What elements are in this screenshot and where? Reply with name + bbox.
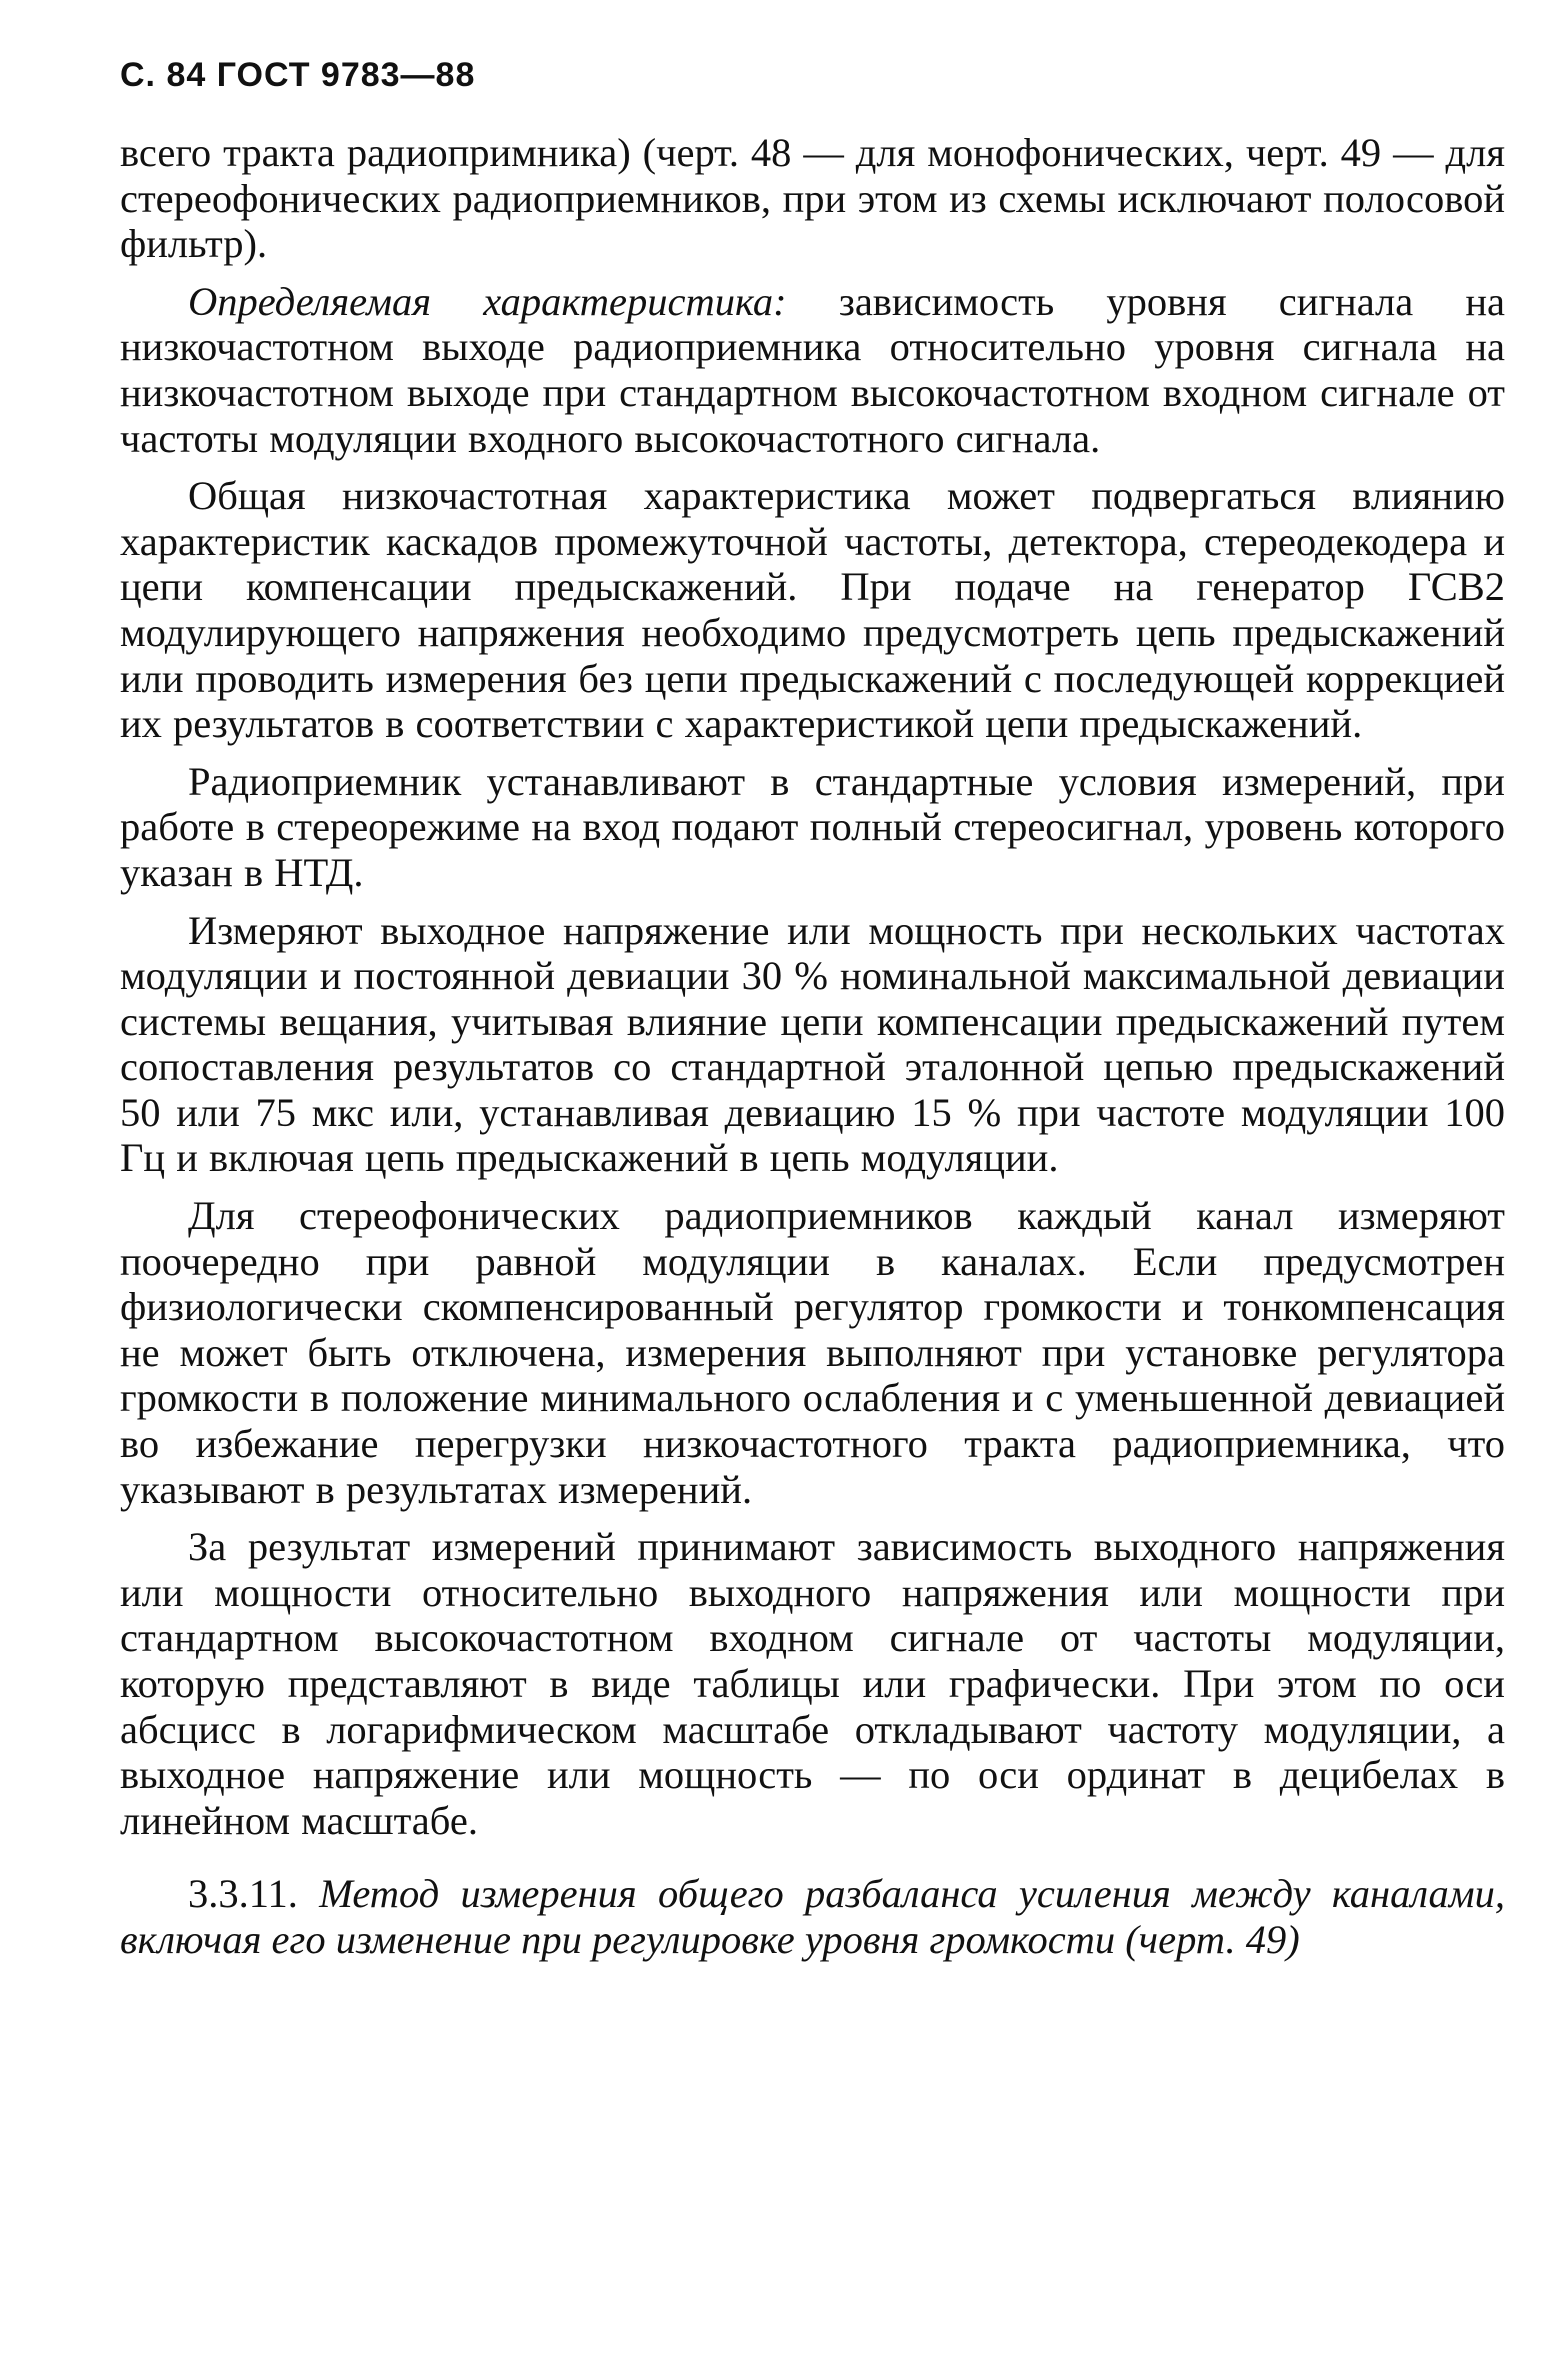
characteristic-label: Определяемая характеристика: xyxy=(188,278,787,324)
page-header: С. 84 ГОСТ 9783—88 xyxy=(120,56,476,94)
section-number: 3.3.11. xyxy=(188,1871,298,1917)
section-heading xyxy=(120,1871,1505,1963)
paragraph-result: За результат измерений принимают зависимость выходного напряжения или мощности относительно выходного напряжения или мощности при стандартном высокочастотном входном сигнале от частоты модуляции, которую представляют в виде таблицы или графически. При этом по оси абсцисс в логарифмическом масштабе откладывают частоту модуляции, а выходное напряжение или мощность — по оси ординат в децибелах в линейном масштабе. xyxy=(120,1524,1505,1843)
paragraph-receiver-setup: Радиоприемник устанавливают в стандартные условия измерений, при работе в стереорежиме на вход подают полный стереосигнал, уровень которого указан в НТД. xyxy=(120,758,1505,895)
page-content xyxy=(120,130,1505,1963)
paragraph-stereo-channels: Для стереофонических радиоприемников каждый канал измеряют поочередно при равной модуляции в каналах. Если предусмотрен физиологически скомпенсированный регулятор громкости и тонкомпенсация не может быть отключена, измерения выполняют при установке регулятора громкости в положение минимального ослабления и с уменьшенной девиацией во избежание перегрузки низкочастотного тракта радиоприемника, что указывают в результатах измерений. xyxy=(120,1193,1505,1512)
paragraph-general-response: Общая низкочастотная характеристика может подвергаться влиянию характеристик каскадов промежуточной частоты, детектора, стереодекодера и цепи компенсации предыскажений. При подаче на генератор ГСВ2 модулирующего напряжения необходимо предусмотреть цепь предыскажений или проводить измерения без цепи предыскажений с последующей коррекцией их результатов в соответствии с характеристикой цепи предыскажений. xyxy=(120,473,1505,747)
paragraph-continuation: всего тракта радиопримника) (черт. 48 — для монофонических, черт. 49 — для стереофонических радиоприемников, при этом из схемы исключают полосовой фильтр). xyxy=(120,130,1505,267)
characteristic-text: зависимость уровня сигнала на низкочастотном выходе радиоприемника относительно уровня сигнала на низкочастотном выходе при стандартном высокочастотном входном сигнале от частоты модуляции входного высокочастотного сигнала. xyxy=(120,278,1506,461)
paragraph-characteristic xyxy=(120,279,1505,461)
paragraph-measurement: Измеряют выходное напряжение или мощность при нескольких частотах модуляции и постоянной девиации 30 % номинальной максимальной девиации системы вещания, учитывая влияние цепи компенсации предыскажений путем сопоставления результатов со стандартной эталонной цепью предыскажений 50 или 75 мкс или, устанавливая девиацию 15 % при частоте модуляции 100 Гц и включая цепь предыскажений в цепь модуляции. xyxy=(120,907,1505,1181)
section-title: Метод измерения общего разбаланса усиления между каналами, включая его изменение при регулировке уровня громкости (черт. 49) xyxy=(120,1871,1505,1963)
